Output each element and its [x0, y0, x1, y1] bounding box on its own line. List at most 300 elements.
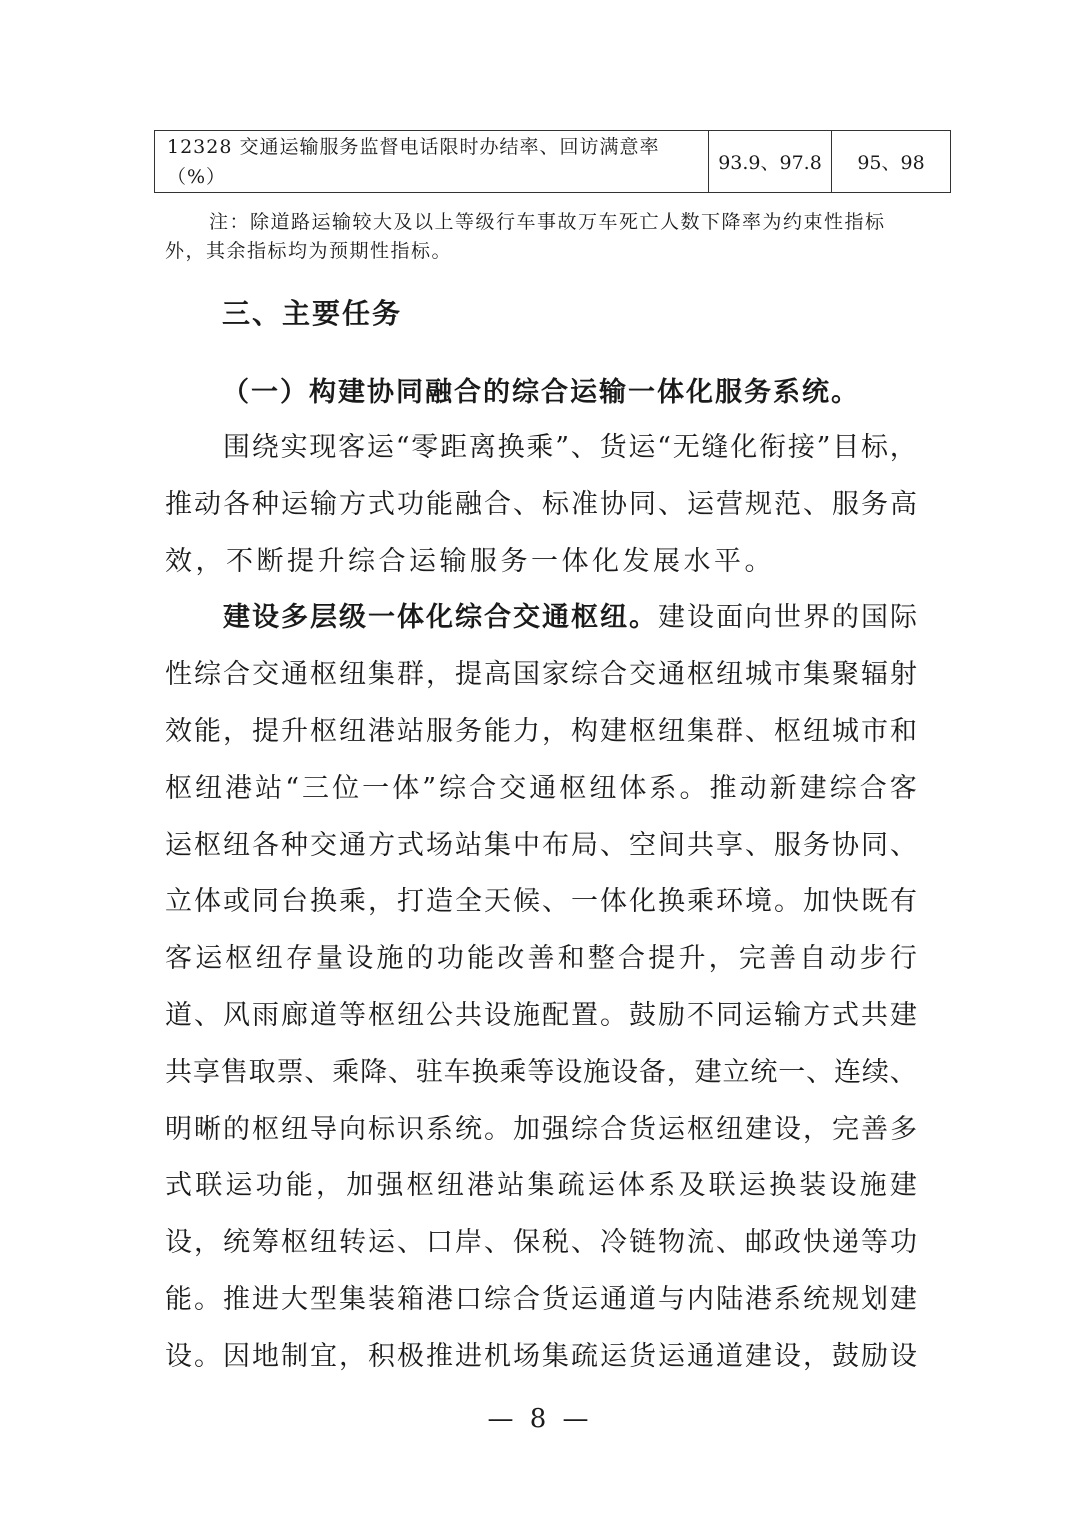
text-char: 设 [555, 1056, 583, 1088]
body-line-1 [165, 420, 917, 477]
text-char: 物 [658, 1227, 685, 1259]
text-char: 标 [861, 432, 888, 463]
text-char: 取 [248, 1056, 276, 1088]
text-char: 建 [600, 715, 627, 747]
text-char: 、 [745, 829, 772, 861]
text-char: 台 [281, 886, 308, 918]
text-char: 系 [426, 1113, 453, 1145]
body-line-16 [165, 1272, 917, 1329]
text-char: 枢 [252, 1113, 279, 1145]
text-char: 设 [890, 1340, 917, 1372]
text-char: 中 [513, 829, 540, 861]
text-char: 口 [455, 1283, 482, 1315]
text-char: 统 [223, 1227, 250, 1259]
text-char: 提 [252, 715, 279, 747]
text-char: 交 [310, 829, 337, 861]
text-char: 纽 [310, 1227, 337, 1259]
text-char: 无 [672, 432, 700, 463]
text-char: 能 [285, 1170, 313, 1202]
text-char: 共 [687, 829, 714, 861]
text-char: 纽 [255, 943, 283, 975]
text-char: 同 [861, 829, 888, 861]
text-char: 设 [346, 943, 374, 975]
text-char: ” [555, 432, 569, 463]
body-line-10 [165, 931, 917, 988]
text-char: 枢 [774, 715, 801, 747]
text-char: 目 [832, 432, 860, 463]
text-char: 体 [392, 772, 420, 804]
text-char: 邮 [745, 1227, 772, 1259]
text-char: 综 [484, 1283, 511, 1315]
text-char: 合 [600, 659, 627, 691]
text-char: 能 [194, 715, 221, 747]
text-char: 协 [832, 829, 859, 861]
text-char: 合 [223, 659, 250, 691]
text-char: 换 [310, 886, 337, 918]
text-char: 纽 [716, 1113, 743, 1145]
text-char: 运 [225, 1170, 253, 1202]
text-char: 机 [484, 1340, 511, 1372]
text-char: 向 [339, 1113, 366, 1145]
text-char: 合 [859, 772, 887, 804]
text-char: 实 [280, 432, 308, 463]
text-char: 。 [629, 602, 656, 634]
text-char: 综 [571, 659, 598, 691]
text-char: 集 [484, 829, 511, 861]
text-char: ， [194, 1227, 221, 1259]
text-char: 鼓 [832, 1340, 859, 1372]
text-char: 集 [687, 715, 714, 747]
text-char: 离 [468, 432, 496, 463]
text-char: 配 [542, 999, 569, 1031]
text-char: 设 [829, 1170, 857, 1202]
text-char: 升 [678, 943, 706, 975]
text-char: 家 [542, 659, 569, 691]
text-char: 系 [774, 1283, 801, 1315]
text-char: 集 [542, 1340, 569, 1372]
text-char: ， [666, 1056, 694, 1088]
text-char: 纽 [803, 715, 830, 747]
text-char: 公 [426, 999, 453, 1031]
text-char: 。 [484, 1113, 511, 1145]
text-char: 城 [832, 715, 859, 747]
text-char: 辐 [861, 659, 888, 691]
text-char: 、 [194, 999, 221, 1031]
text-char: 励 [658, 999, 685, 1031]
text-char: 道 [629, 1283, 656, 1315]
text-char: 系 [649, 772, 677, 804]
text-char: 建 [694, 1056, 722, 1088]
text-char: 能 [484, 715, 511, 747]
text-char: 善 [527, 943, 555, 975]
text-char: 明 [165, 1113, 192, 1145]
text-char: 多 [890, 1113, 917, 1145]
text-char: 立 [722, 1056, 750, 1088]
text-char: 因 [223, 1340, 250, 1372]
text-char: 化 [629, 886, 656, 918]
text-char: 通 [600, 1283, 627, 1315]
text-char: 政 [774, 1227, 801, 1259]
text-char: 客 [338, 432, 366, 463]
text-char: 及 [678, 1170, 706, 1202]
text-char: 运 [165, 829, 192, 861]
text-char: 型 [310, 1283, 337, 1315]
text-char: 界 [803, 602, 830, 634]
text-char: 善 [769, 943, 797, 975]
indicator-name-cell: 12328 交通运输服务监督电话限时办结率、回访满意率（%） [155, 131, 709, 193]
text-char: 筹 [252, 1227, 279, 1259]
text-char: 运 [738, 1170, 766, 1202]
text-char: 站 [255, 772, 283, 804]
text-char: 综 [194, 659, 221, 691]
text-char: 合 [600, 1113, 627, 1145]
text-char: 合 [618, 943, 646, 975]
text-char: 围 [223, 432, 250, 463]
text-char: 备 [638, 1056, 666, 1088]
text-char: 港 [225, 772, 253, 804]
text-char: 、 [600, 829, 627, 861]
text-char: 、 [806, 1056, 834, 1088]
text-char: 纽 [397, 999, 424, 1031]
text-char: 营 [716, 488, 743, 520]
text-char: 加 [513, 1113, 540, 1145]
text-char: 综 [439, 772, 467, 804]
text-char: 一 [362, 772, 390, 804]
text-char: “ [657, 432, 671, 463]
text-char: 、 [484, 1227, 511, 1259]
text-char: 场 [426, 829, 453, 861]
line-text: 效，不断提升综合运输服务一体化发展水平。 [165, 545, 775, 577]
text-char: 推 [165, 488, 192, 520]
text-char: 间 [658, 829, 685, 861]
text-char: 。 [194, 1283, 221, 1315]
body-line-5 [165, 647, 917, 704]
text-char: 票 [276, 1056, 304, 1088]
text-char: 续 [861, 1056, 889, 1088]
text-char: 能 [165, 1283, 192, 1315]
text-char: 枢 [629, 715, 656, 747]
text-char: 。 [679, 772, 707, 804]
text-char: 零 [411, 432, 439, 463]
text-char: 客 [889, 772, 917, 804]
text-char: 转 [339, 1227, 366, 1259]
text-char: 、 [388, 1056, 415, 1088]
text-char: 港 [368, 715, 395, 747]
text-char: 衔 [759, 432, 787, 463]
text-char: 有 [890, 886, 917, 918]
text-char: 聚 [832, 659, 859, 691]
text-char: 运 [195, 943, 223, 975]
text-char: 、 [513, 488, 540, 520]
text-char: ， [803, 1113, 830, 1145]
text-char: 港 [745, 1283, 772, 1315]
text-char: 群 [397, 659, 424, 691]
text-char: 换 [471, 1056, 499, 1088]
text-char: 动 [739, 772, 767, 804]
body-line-4 [165, 590, 917, 647]
text-char: 的 [832, 602, 859, 634]
text-char: 纽 [716, 659, 743, 691]
text-char: 导 [310, 1113, 337, 1145]
text-char: 建 [889, 1170, 917, 1202]
text-char: ， [368, 886, 395, 918]
text-char: 空 [629, 829, 656, 861]
text-char: 枢 [281, 1227, 308, 1259]
text-char: 合 [484, 488, 511, 520]
text-char: ， [223, 715, 250, 747]
text-char: 统 [750, 1056, 778, 1088]
text-char: 站 [497, 1170, 525, 1202]
text-char: 全 [455, 886, 482, 918]
text-char: 枢 [687, 659, 714, 691]
text-char: 效 [165, 715, 192, 747]
text-char: 流 [687, 1227, 714, 1259]
text-char: 方 [803, 999, 830, 1031]
text-char: 标 [542, 488, 569, 520]
text-char: 推 [426, 1340, 453, 1372]
text-char: 不 [687, 999, 714, 1031]
text-char: 市 [861, 715, 888, 747]
text-char: 新 [769, 772, 797, 804]
text-char: 运 [628, 432, 656, 463]
text-char: 式 [832, 999, 859, 1031]
text-char: 运 [571, 1283, 598, 1315]
text-char: 整 [587, 943, 615, 975]
text-char: 世 [774, 602, 801, 634]
text-char: 际 [890, 602, 917, 634]
text-char: 集 [339, 1283, 366, 1315]
text-char: 廊 [281, 999, 308, 1031]
text-char: 合 [484, 602, 511, 634]
text-char: 客 [165, 943, 192, 975]
text-char: 纽 [436, 1170, 464, 1202]
text-char: 内 [687, 1283, 714, 1315]
text-char: 构 [571, 715, 598, 747]
text-char: 、 [716, 1227, 743, 1259]
text-char: 善 [861, 1113, 888, 1145]
text-char: 划 [861, 1283, 888, 1315]
text-char: 协 [600, 488, 627, 520]
text-char: 进 [455, 1340, 482, 1372]
text-char: 风 [223, 999, 250, 1031]
text-char: 设 [611, 1056, 638, 1088]
text-char: 道 [310, 999, 337, 1031]
text-char: 雨 [252, 999, 279, 1031]
text-char: 、 [890, 829, 917, 861]
text-char: 共 [861, 999, 888, 1031]
text-char: 推 [223, 1283, 250, 1315]
text-char: 一 [368, 602, 395, 634]
text-char: 纽 [339, 659, 366, 691]
text-char: 。 [194, 1340, 221, 1372]
text-char: 站 [397, 715, 424, 747]
text-char: 港 [426, 1283, 453, 1315]
text-char: 制 [281, 1340, 308, 1372]
text-char: 绕 [251, 432, 279, 463]
text-char: 的 [223, 1113, 250, 1145]
text-char: 。 [774, 886, 801, 918]
text-char: 枢 [687, 1113, 714, 1145]
text-char: 种 [252, 488, 279, 520]
text-char: 标 [368, 1113, 395, 1145]
text-char: 综 [829, 772, 857, 804]
text-char: 国 [861, 602, 888, 634]
text-char: 设 [165, 1227, 192, 1259]
text-char: 各 [252, 829, 279, 861]
text-char: 种 [281, 829, 308, 861]
text-char: 存 [285, 943, 313, 975]
text-char: 体 [600, 886, 627, 918]
text-char: 现 [309, 432, 337, 463]
text-char: 统 [455, 1113, 482, 1145]
text-char: 与 [658, 1283, 685, 1315]
text-char: 高 [484, 659, 511, 691]
text-char: 建 [658, 602, 685, 634]
text-char: 交 [499, 772, 527, 804]
text-char: “ [285, 772, 299, 804]
text-char: 提 [648, 943, 676, 975]
text-char: 规 [832, 1283, 859, 1315]
text-char: 枢 [571, 602, 598, 634]
body-line-17 [165, 1329, 917, 1386]
text-char: 等 [339, 999, 366, 1031]
text-char: 群 [716, 715, 743, 747]
text-char: 设 [774, 1340, 801, 1372]
text-char: 等 [527, 1056, 555, 1088]
text-char: 纽 [600, 602, 627, 634]
text-char: 力 [513, 715, 540, 747]
text-char: 面 [716, 602, 743, 634]
text-char: 、 [745, 715, 772, 747]
text-char: 设 [165, 1340, 192, 1372]
text-char: 设 [252, 602, 279, 634]
text-char: 枢 [368, 999, 395, 1031]
body-line-3 [165, 534, 917, 591]
text-char: 联 [708, 1170, 736, 1202]
text-char: 各 [223, 488, 250, 520]
text-char: 换 [497, 432, 525, 463]
text-char: 式 [165, 1170, 192, 1202]
text-char: 、 [542, 886, 569, 918]
body-line-7 [165, 761, 917, 818]
text-char: 换 [769, 1170, 797, 1202]
text-char: 城 [745, 659, 772, 691]
text-char: ” [816, 432, 831, 463]
text-char: 建 [745, 1113, 772, 1145]
text-char: 交 [629, 659, 656, 691]
text-char: 施 [583, 1056, 611, 1088]
text-char: 同 [629, 488, 656, 520]
text-char: 设 [484, 999, 511, 1031]
text-char: 运 [745, 999, 772, 1031]
text-char: 级 [339, 602, 366, 634]
text-char: 体 [194, 886, 221, 918]
text-char: ， [708, 943, 736, 975]
text-char: 统 [803, 1283, 830, 1315]
body-line-9 [165, 874, 917, 931]
text-char: 枢 [310, 659, 337, 691]
table-row [155, 131, 951, 193]
text-char: 体 [397, 602, 424, 634]
text-char: 运 [687, 488, 714, 520]
text-char: 大 [281, 1283, 308, 1315]
body-line-2 [165, 477, 917, 534]
text-char: 励 [861, 1340, 888, 1372]
text-char: 自 [799, 943, 827, 975]
text-char: 道 [716, 1340, 743, 1372]
text-char: 乘 [687, 886, 714, 918]
text-char: 、 [803, 488, 830, 520]
text-char: 式 [397, 829, 424, 861]
text-char: 装 [368, 1283, 395, 1315]
text-char: 施 [376, 943, 404, 975]
text-char: 合 [513, 1283, 540, 1315]
text-char: 体 [618, 1170, 646, 1202]
text-char: 服 [426, 715, 453, 747]
text-char: 枢 [406, 1170, 434, 1202]
body-line-15 [165, 1215, 917, 1272]
body-text [165, 420, 917, 1386]
text-char: 范 [774, 488, 801, 520]
text-char: 鼓 [629, 999, 656, 1031]
body-line-13 [165, 1102, 917, 1159]
text-char: 乘 [499, 1056, 527, 1088]
text-char: 或 [223, 886, 250, 918]
text-char: 打 [397, 886, 424, 918]
text-char: 交 [513, 602, 540, 634]
text-char: 、 [304, 1056, 332, 1088]
text-char: 位 [332, 772, 360, 804]
text-char: ， [542, 715, 569, 747]
text-char: 降 [360, 1056, 388, 1088]
text-char: 宜 [310, 1340, 337, 1372]
text-char: 纽 [195, 772, 223, 804]
text-char: 动 [829, 943, 857, 975]
body-line-12 [165, 1045, 917, 1102]
text-char: 枢 [225, 943, 253, 975]
text-char: 国 [513, 659, 540, 691]
text-char: 递 [832, 1227, 859, 1259]
text-char: 强 [542, 1113, 569, 1145]
text-char: 驻 [415, 1056, 443, 1088]
text-char: 射 [890, 659, 917, 691]
text-char: 运 [658, 1113, 685, 1145]
text-char: 枢 [559, 772, 587, 804]
text-char: 极 [397, 1340, 424, 1372]
text-char: 港 [467, 1170, 495, 1202]
text-char: 务 [861, 488, 888, 520]
text-char: 输 [774, 999, 801, 1031]
text-char: 施 [859, 1170, 887, 1202]
text-char: 境 [745, 886, 772, 918]
text-char: 立 [165, 886, 192, 918]
text-char: 缝 [701, 432, 729, 463]
text-char: 同 [252, 886, 279, 918]
text-char: 局 [571, 829, 598, 861]
text-char: 向 [745, 602, 772, 634]
text-char: 进 [252, 1283, 279, 1315]
text-char: 同 [716, 999, 743, 1031]
body-line-8 [165, 818, 917, 875]
text-char: 货 [629, 1340, 656, 1372]
text-char: 建 [890, 999, 917, 1031]
text-char: ， [426, 659, 453, 691]
text-char: 、 [397, 1227, 424, 1259]
text-char: 枢 [310, 715, 337, 747]
text-char: 装 [799, 1170, 827, 1202]
text-char: 冷 [600, 1227, 627, 1259]
text-char: 纽 [223, 829, 250, 861]
